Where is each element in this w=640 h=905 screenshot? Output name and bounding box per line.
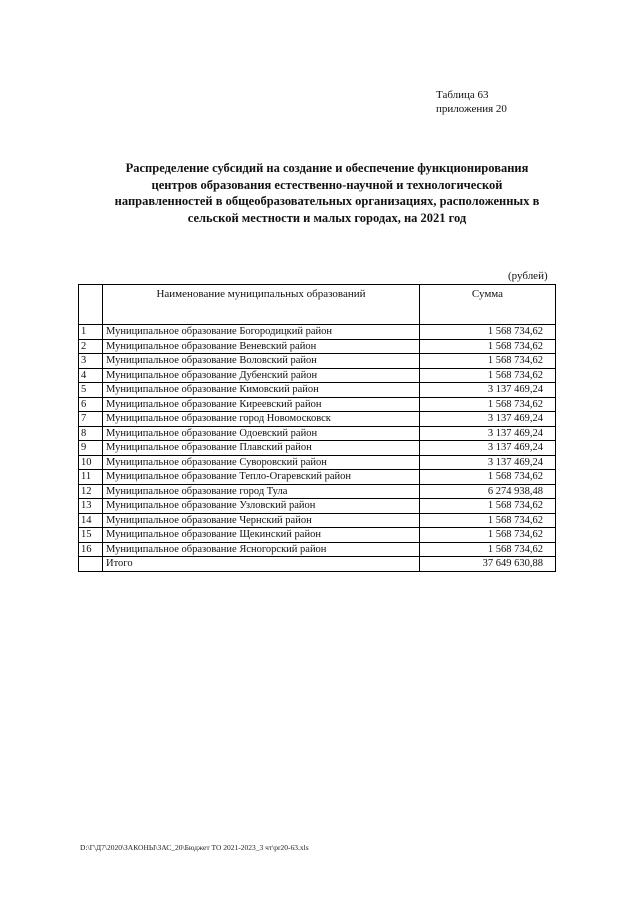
table-header-row xyxy=(79,285,556,325)
row-number-cell: 13 xyxy=(79,499,103,514)
row-name-cell: Муниципальное образование город Тула xyxy=(103,484,420,499)
row-name-cell: Муниципальное образование Тепло-Огаревский район xyxy=(103,470,420,485)
table-row xyxy=(79,470,556,485)
title-line: сельской местности и малых городах, на 2021 год xyxy=(187,210,467,225)
row-name-cell: Муниципальное образование Чернский район xyxy=(103,513,420,528)
header-name-cell: Наименование муниципальных образований xyxy=(103,285,420,325)
row-number-cell: 14 xyxy=(79,513,103,528)
table-row xyxy=(79,484,556,499)
table-label: Таблица 63 xyxy=(436,89,489,101)
table-row xyxy=(79,513,556,528)
row-sum-cell: 1 568 734,62 xyxy=(420,354,556,369)
table-row xyxy=(79,339,556,354)
row-sum-cell: 3 137 469,24 xyxy=(420,426,556,441)
table-row xyxy=(79,368,556,383)
table-total-row xyxy=(79,557,556,572)
row-sum-cell: 1 568 734,62 xyxy=(420,542,556,557)
row-sum-cell: 1 568 734,62 xyxy=(420,368,556,383)
row-sum-cell: 1 568 734,62 xyxy=(420,325,556,340)
table-row xyxy=(79,354,556,369)
row-sum-cell: 3 137 469,24 xyxy=(420,383,556,398)
table-row xyxy=(79,397,556,412)
row-name-cell: Муниципальное образование Щекинский район xyxy=(103,528,420,543)
row-sum-cell: 1 568 734,62 xyxy=(420,513,556,528)
table-row xyxy=(79,528,556,543)
row-number-cell: 3 xyxy=(79,354,103,369)
row-number-cell: 1 xyxy=(79,325,103,340)
row-name-cell: Муниципальное образование Дубенский район xyxy=(103,368,420,383)
row-sum-cell: 1 568 734,62 xyxy=(420,339,556,354)
total-number-cell xyxy=(79,557,103,572)
row-name-cell: Муниципальное образование Ясногорский район xyxy=(103,542,420,557)
row-sum-cell: 6 274 938,48 xyxy=(420,484,556,499)
row-name-cell: Муниципальное образование Кимовский район xyxy=(103,383,420,398)
row-sum-cell: 1 568 734,62 xyxy=(420,470,556,485)
row-number-cell: 16 xyxy=(79,542,103,557)
total-sum-cell: 37 649 630,88 xyxy=(420,557,556,572)
table-row xyxy=(79,499,556,514)
table-row xyxy=(79,426,556,441)
row-number-cell: 15 xyxy=(79,528,103,543)
row-sum-cell: 3 137 469,24 xyxy=(420,441,556,456)
row-number-cell: 10 xyxy=(79,455,103,470)
file-path-footer: D:\Г\Д7\2020\ЗАКОНЫ\ЗАС_20\Бюджет ТО 2021-2023_3 чт\pr20-63.xls xyxy=(80,843,309,852)
header-number-cell xyxy=(79,285,103,325)
row-sum-cell: 1 568 734,62 xyxy=(420,499,556,514)
row-name-cell: Муниципальное образование Одоевский район xyxy=(103,426,420,441)
row-number-cell: 4 xyxy=(79,368,103,383)
row-number-cell: 8 xyxy=(79,426,103,441)
row-name-cell: Муниципальное образование город Новомосковск xyxy=(103,412,420,427)
row-sum-cell: 3 137 469,24 xyxy=(420,455,556,470)
row-name-cell: Муниципальное образование Богородицкий район xyxy=(103,325,420,340)
appendix-label: приложения 20 xyxy=(436,103,507,115)
row-number-cell: 12 xyxy=(79,484,103,499)
row-name-cell: Муниципальное образование Суворовский район xyxy=(103,455,420,470)
table-row xyxy=(79,455,556,470)
row-sum-cell: 1 568 734,62 xyxy=(420,397,556,412)
row-name-cell: Муниципальное образование Воловский район xyxy=(103,354,420,369)
title-line: направленностей в общеобразовательных организациях, расположенных в xyxy=(114,194,540,208)
table-row xyxy=(79,383,556,398)
row-name-cell: Муниципальное образование Киреевский район xyxy=(103,397,420,412)
table-body xyxy=(79,325,556,572)
row-number-cell: 9 xyxy=(79,441,103,456)
header-sum-cell: Сумма xyxy=(420,285,556,325)
table-row xyxy=(79,412,556,427)
row-number-cell: 11 xyxy=(79,470,103,485)
table-row xyxy=(79,441,556,456)
row-number-cell: 5 xyxy=(79,383,103,398)
row-sum-cell: 3 137 469,24 xyxy=(420,412,556,427)
row-sum-cell: 1 568 734,62 xyxy=(420,528,556,543)
row-name-cell: Муниципальное образование Плавский район xyxy=(103,441,420,456)
table-reference xyxy=(436,88,507,116)
table-row xyxy=(79,325,556,340)
row-name-cell: Муниципальное образование Узловский район xyxy=(103,499,420,514)
title-line: Распределение субсидий на создание и обеспечение функционирования xyxy=(125,161,529,175)
total-label-cell: Итого xyxy=(103,557,420,572)
row-number-cell: 2 xyxy=(79,339,103,354)
document-title xyxy=(92,160,562,226)
title-line: центров образования естественно-научной и технологической xyxy=(151,177,503,192)
row-number-cell: 6 xyxy=(79,397,103,412)
table-row xyxy=(79,542,556,557)
unit-label: (рублей) xyxy=(508,270,548,282)
row-number-cell: 7 xyxy=(79,412,103,427)
subsidy-table xyxy=(78,284,556,572)
row-name-cell: Муниципальное образование Веневский район xyxy=(103,339,420,354)
